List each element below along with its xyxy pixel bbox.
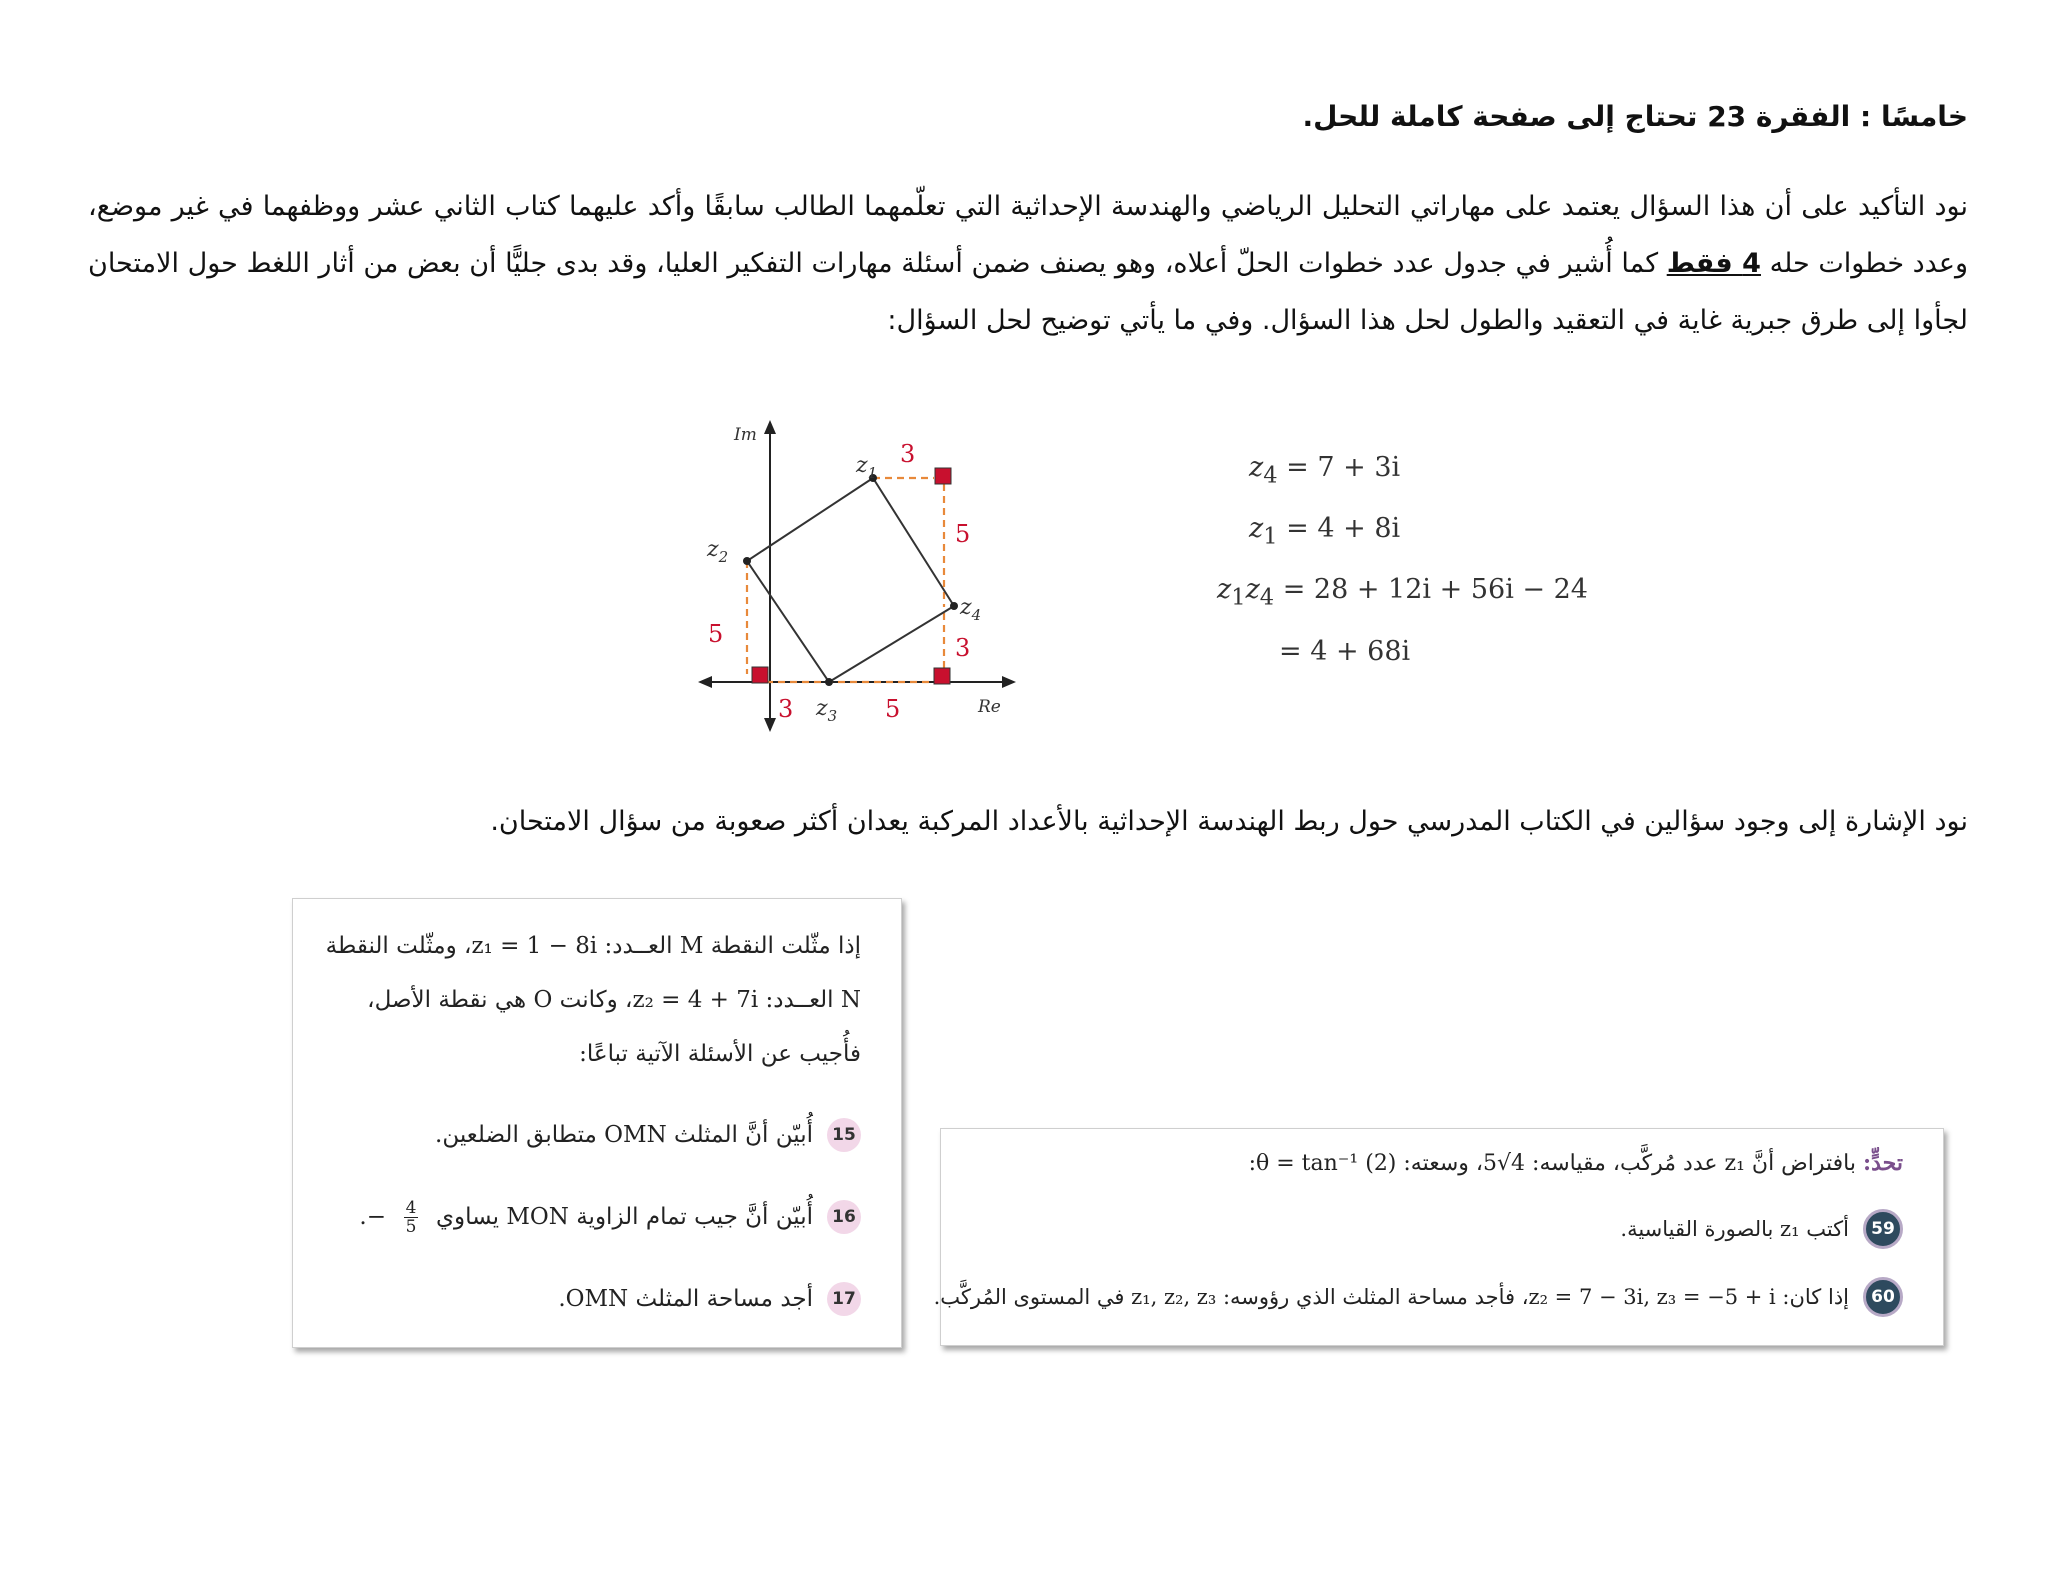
challenge-label: تحدٍّ: bbox=[1863, 1150, 1903, 1176]
excerpt-left-intro: إذا مثّلت النقطة M العــدد: z₁ = 1 − 8i، ومثّلت النقطة N العــدد: z₂ = 4 + 7i، وكانت O هي نقطة الأصل، فأُجيب عن الأسئلة الآتية تباعًا: bbox=[325, 933, 861, 1067]
exercise-text: أجد مساحة المثلث OMN. bbox=[558, 1286, 813, 1312]
exercise-15 bbox=[435, 1115, 861, 1155]
length-top: 3 bbox=[900, 440, 916, 468]
real-axis-arrow bbox=[1002, 676, 1016, 688]
calc-line-result: = 4 + 68i bbox=[1279, 636, 1411, 667]
fraction-four-fifths: $\frac{4}{5}$ bbox=[405, 1197, 417, 1237]
note-paragraph: نود الإشارة إلى وجود سؤالين في الكتاب المدرسي حول ربط الهندسة الإحداثية بالأعداد المركبة يعدان أكثر صعوبة من سؤال الامتحان. bbox=[490, 806, 1968, 837]
point-z2 bbox=[743, 557, 751, 565]
challenge-text: بافتراض أنَّ z₁ عدد مُركَّب، مقياسه: 4√5، وسعته: θ = tan⁻¹ (2): bbox=[1248, 1151, 1863, 1176]
exercise-number-badge: 16 bbox=[827, 1200, 861, 1234]
exercise-text: إذا كان: z₂ = 7 − 3i, z₃ = −5 + i، فأجد مساحة المثلث الذي رؤوسه: z₁, z₂, z₃ في المستوى المُركَّب. bbox=[933, 1285, 1849, 1309]
label-z1: $z_1$ bbox=[856, 453, 878, 482]
imaginary-axis-arrow bbox=[764, 420, 776, 434]
exercise-text: أُبيّن أنَّ جيب تمام الزاوية MON يساوي bbox=[436, 1204, 813, 1230]
square-z1-z2-z3-z4 bbox=[747, 478, 954, 682]
exercise-number-badge: 15 bbox=[827, 1118, 861, 1152]
exercise-59 bbox=[1620, 1209, 1903, 1249]
label-z2: $z_2$ bbox=[707, 537, 729, 566]
corner-marker-bottom-right bbox=[934, 668, 950, 684]
challenge-statement bbox=[961, 1143, 1903, 1184]
real-axis-arrow-left bbox=[698, 676, 712, 688]
intro-text-part1: نود التأكيد على أن هذا السؤال يعتمد على مهاراتي التحليل الرياضي والهندسة الإحداثية التي تعلّمهما الطالب سابقًا وأكد عليهما كتاب الثاني عشر ووظفهما في غير موضع، وعدد خطوات حله bbox=[88, 191, 1968, 279]
length-bottom-right: 5 bbox=[885, 695, 901, 723]
section-heading: خامسًا : الفقرة 23 تحتاج إلى صفحة كاملة للحل. bbox=[1302, 100, 1968, 133]
length-bottom-left: 3 bbox=[778, 695, 794, 723]
calculation-block bbox=[1205, 452, 1625, 692]
length-right-upper: 5 bbox=[955, 520, 971, 548]
calc-line-product: $z_1z_4 = 28 + 12i + 56i - 24$ bbox=[1217, 574, 1588, 611]
exercise-number-badge: 60 bbox=[1863, 1277, 1903, 1317]
axis-label-re: Re bbox=[978, 697, 1001, 717]
label-z4: $z_4$ bbox=[960, 595, 982, 624]
calc-line-z4: $z_4 = 7 + 3i$ bbox=[1249, 452, 1401, 489]
label-z3: $z_3$ bbox=[816, 696, 838, 725]
length-right-lower: 3 bbox=[955, 634, 971, 662]
construction-lines bbox=[747, 478, 944, 682]
exercise-17 bbox=[558, 1279, 861, 1319]
calc-line-z1: $z_1 = 4 + 8i$ bbox=[1249, 513, 1401, 550]
intro-text-part2: كما أُشير في جدول عدد خطوات الحلّ أعلاه، وهو يصنف ضمن أسئلة مهارات التفكير العليا، وقد بدى جليًّا أن بعض من أثار اللغط حول الامتحان لجأوا إلى طرق جبرية غاية في التعقيد والطول لحل هذا السؤال. وفي ما يأتي توضيح لحل السؤال: bbox=[88, 248, 1968, 336]
corner-marker-bottom-left bbox=[752, 667, 768, 683]
complex-plane-diagram bbox=[690, 412, 1030, 742]
point-z4 bbox=[950, 602, 958, 610]
corner-marker-top-right bbox=[935, 468, 951, 484]
length-left: 5 bbox=[708, 620, 724, 648]
exercise-text: أكتب z₁ بالصورة القياسية. bbox=[1620, 1217, 1849, 1241]
intro-paragraph bbox=[88, 178, 1968, 349]
point-z3 bbox=[825, 678, 833, 686]
exercise-number-badge: 17 bbox=[827, 1282, 861, 1316]
intro-emphasis: 4 فقط bbox=[1666, 248, 1761, 279]
exercise-16 bbox=[359, 1197, 861, 1237]
exercise-text: أُبيّن أنَّ المثلث OMN متطابق الضلعين. bbox=[435, 1122, 813, 1148]
exercise-text-suffix: −. bbox=[359, 1204, 387, 1230]
axis-label-im: Im bbox=[734, 425, 757, 445]
imaginary-axis-arrow-down bbox=[764, 718, 776, 732]
textbook-excerpt-left bbox=[292, 898, 902, 1348]
textbook-excerpt-right bbox=[933, 1128, 1944, 1346]
exercise-60 bbox=[934, 1277, 1903, 1317]
exercise-number-badge: 59 bbox=[1863, 1209, 1903, 1249]
